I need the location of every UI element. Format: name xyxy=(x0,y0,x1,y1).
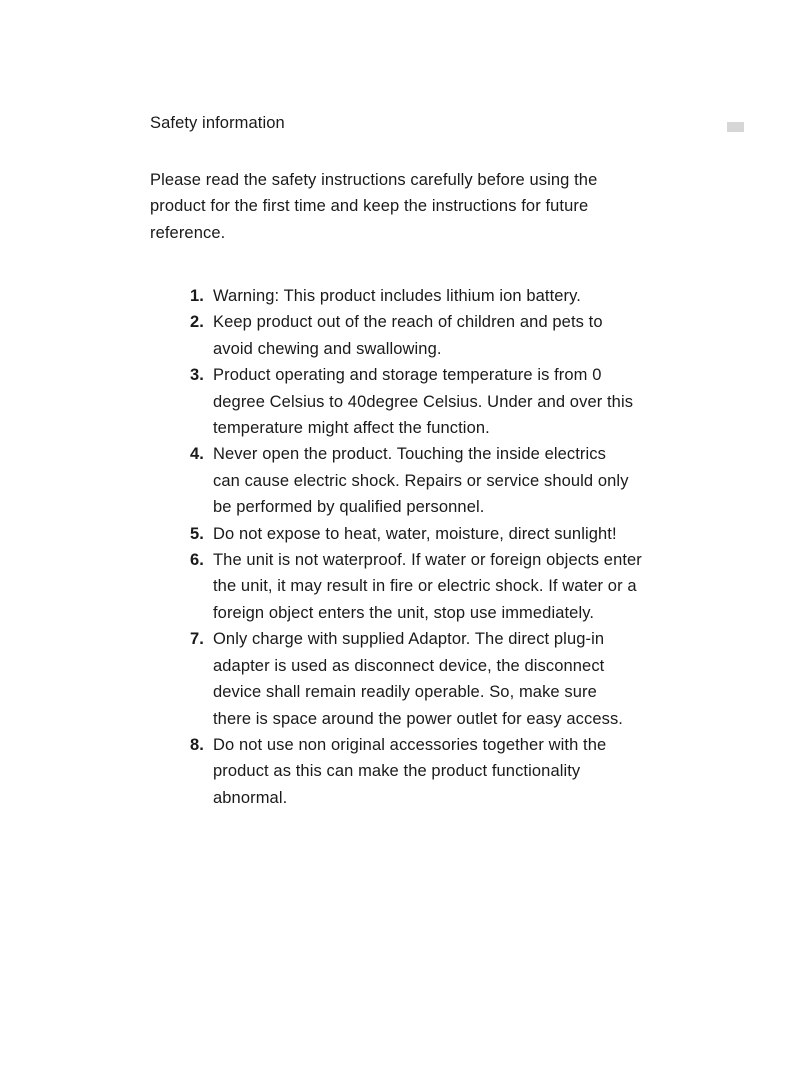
item-number: 4. xyxy=(190,445,204,464)
intro-line: Please read the safety instructions carefully before using the xyxy=(150,171,598,189)
instruction-item xyxy=(190,547,730,626)
item-text-line: foreign object enters the unit, stop use immediately. xyxy=(213,603,595,622)
item-number: 7. xyxy=(190,630,204,649)
item-text-line: Never open the product. Touching the inside electrics xyxy=(213,445,606,464)
item-number: 1. xyxy=(190,287,204,305)
item-number: 2. xyxy=(190,313,204,332)
instruction-item xyxy=(190,283,730,309)
instruction-item xyxy=(190,441,730,520)
instruction-item xyxy=(190,521,730,547)
safety-instructions-list xyxy=(190,283,730,811)
item-text-line: be performed by qualified personnel. xyxy=(213,498,485,517)
item-text-line: Warning: This product includes lithium ion battery. xyxy=(213,287,581,305)
instruction-item xyxy=(190,732,730,811)
item-text-line: Do not use non original accessories together with the xyxy=(213,735,607,754)
item-text-line: Only charge with supplied Adaptor. The direct plug-in xyxy=(213,630,605,649)
item-text-line: there is space around the power outlet for easy access. xyxy=(213,709,623,728)
item-text-line: avoid chewing and swallowing. xyxy=(213,339,442,358)
item-text-line: the unit, it may result in fire or electric shock. If water or a xyxy=(213,577,637,596)
instruction-item xyxy=(190,362,730,441)
instruction-item xyxy=(190,626,730,732)
item-number: 5. xyxy=(190,524,204,543)
item-text-line: The unit is not waterproof. If water or foreign objects enter xyxy=(213,551,642,570)
intro-line: reference. xyxy=(150,223,226,242)
item-text-line: temperature might affect the function. xyxy=(213,419,490,438)
item-text-line: Keep product out of the reach of children and pets to xyxy=(213,313,603,332)
item-text-line: product as this can make the product functionality xyxy=(213,762,581,781)
item-number: 6. xyxy=(190,551,204,570)
item-text-line: adapter is used as disconnect device, the disconnect xyxy=(213,656,605,675)
page-marker xyxy=(727,122,744,132)
intro-line: product for the first time and keep the instructions for future xyxy=(150,197,589,216)
item-text-line: abnormal. xyxy=(213,788,288,807)
item-number: 3. xyxy=(190,366,204,385)
item-number: 8. xyxy=(190,735,204,754)
item-text-line: Product operating and storage temperature is from 0 xyxy=(213,366,602,385)
item-text-line: degree Celsius to 40degree Celsius. Under and over this xyxy=(213,392,634,411)
item-text-line: can cause electric shock. Repairs or service should only xyxy=(213,471,629,490)
item-text-line: Do not expose to heat, water, moisture, direct sunlight! xyxy=(213,524,617,543)
instruction-item xyxy=(190,309,730,362)
page-title: Safety information xyxy=(150,114,285,132)
item-text-line: device shall remain readily operable. So, make sure xyxy=(213,683,597,702)
intro-paragraph xyxy=(150,167,710,246)
